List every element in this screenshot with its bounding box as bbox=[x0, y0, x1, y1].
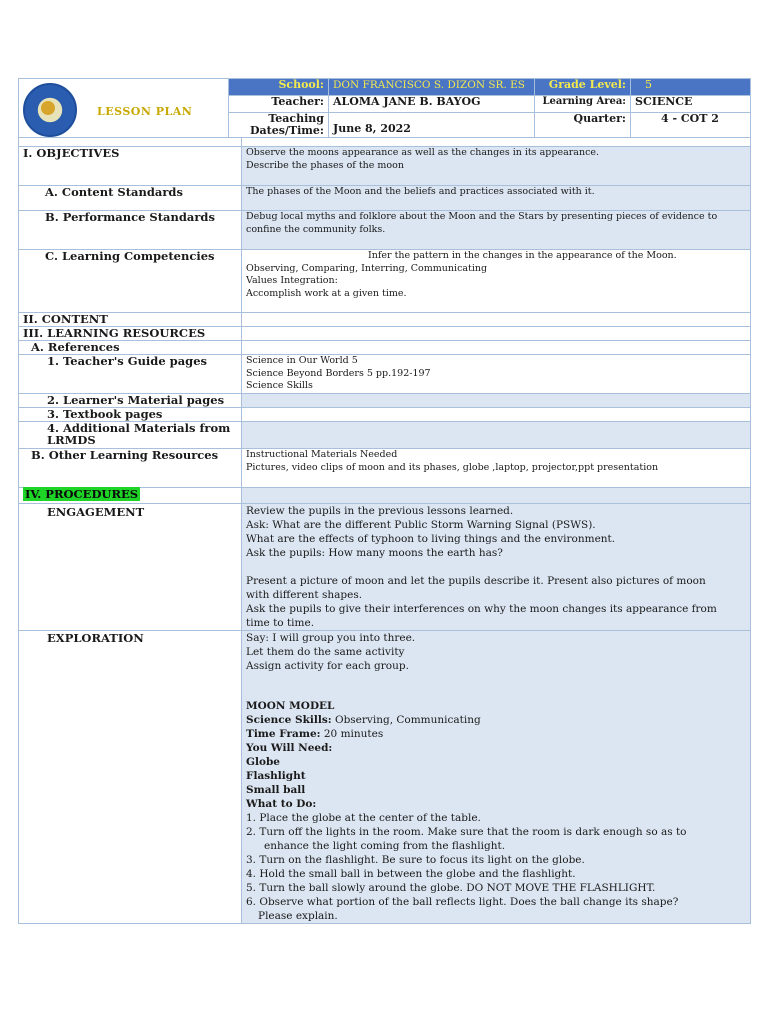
procedure-step-cont: enhance the light coming from the flashlight. bbox=[264, 840, 506, 852]
objective-line: Observe the moons appearance as well as the changes in its appearance. bbox=[246, 147, 600, 158]
competency-line: Infer the pattern in the changes in the appearance of the Moon. bbox=[368, 250, 677, 261]
learning-area-value: SCIENCE bbox=[631, 96, 751, 113]
exploration-line: Assign activity for each group. bbox=[246, 660, 409, 672]
procedure-step-cont: Please explain. bbox=[258, 910, 338, 922]
time-frame-label: Time Frame: bbox=[246, 728, 321, 740]
lesson-plan-sheet bbox=[18, 78, 750, 924]
additional-materials-label bbox=[19, 422, 242, 449]
body-table bbox=[18, 137, 751, 924]
performance-standards-label: B. Performance Standards bbox=[19, 211, 242, 250]
quarter-value: 4 - COT 2 bbox=[631, 113, 751, 138]
spacer-cell bbox=[242, 138, 751, 147]
learning-competencies-text bbox=[242, 250, 751, 313]
learning-area-label: Learning Area: bbox=[535, 96, 631, 113]
exploration-line: Say: I will group you into three. bbox=[246, 632, 416, 644]
other-resources-line: Pictures, video clips of moon and its phases, globe ,laptop, projector,ppt presentation bbox=[246, 461, 659, 473]
teacher-value: ALOMA JANE B. BAYOG bbox=[329, 96, 535, 113]
learners-material-label: 2. Learner's Material pages bbox=[19, 394, 242, 408]
objectives-label: I. OBJECTIVES bbox=[19, 147, 242, 186]
tg-line: Science in Our World 5 bbox=[246, 355, 358, 366]
school-label: School: bbox=[229, 79, 329, 96]
additional-materials-value bbox=[242, 422, 751, 449]
learners-material-value bbox=[242, 394, 751, 408]
learning-resources-value bbox=[242, 327, 751, 341]
science-skills-value: Observing, Communicating bbox=[331, 714, 481, 726]
materials-heading: You Will Need: bbox=[246, 742, 333, 754]
school-value: DON FRANCISCO S. DIZON SR. ES bbox=[329, 79, 535, 96]
procedures-value bbox=[242, 488, 751, 504]
dates-label bbox=[229, 113, 329, 138]
engagement-line: Ask the pupils: How many moons the earth has? bbox=[246, 547, 503, 559]
textbook-pages-value bbox=[242, 408, 751, 422]
procedure-step: 6. Observe what portion of the ball reflects light. Does the ball change its shape? bbox=[246, 896, 679, 908]
teachers-guide-label: 1. Teacher's Guide pages bbox=[19, 355, 242, 394]
references-label: A. References bbox=[19, 341, 242, 355]
procedure-step: 3. Turn on the flashlight. Be sure to focus its light on the globe. bbox=[246, 854, 585, 866]
procedures-label: IV. PROCEDURES bbox=[25, 487, 139, 501]
science-skills-label: Science Skills: bbox=[246, 714, 332, 726]
engagement-line: Review the pupils in the previous lessons learned. bbox=[246, 505, 514, 517]
science-skills-line bbox=[246, 713, 746, 727]
procedures-label-cell bbox=[19, 488, 242, 504]
additional-materials-line1: 4. Additional Materials from bbox=[47, 421, 231, 435]
tg-line: Science Beyond Borders 5 pp.192-197 bbox=[246, 367, 431, 379]
time-frame-value: 20 minutes bbox=[320, 728, 384, 740]
engagement-line: What are the effects of typhoon to living things and the environment. bbox=[246, 533, 616, 545]
exploration-label: EXPLORATION bbox=[19, 631, 242, 924]
objectives-text bbox=[242, 147, 751, 186]
engagement-label: ENGAGEMENT bbox=[19, 504, 242, 631]
content-standards-text: The phases of the Moon and the beliefs and practices associated with it. bbox=[242, 186, 751, 211]
teachers-guide-text bbox=[242, 355, 751, 394]
content-standards-label: A. Content Standards bbox=[19, 186, 242, 211]
procedure-heading: What to Do: bbox=[246, 798, 317, 810]
performance-standards-text bbox=[242, 211, 751, 250]
engagement-line: Ask the pupils to give their interferences on why the moon changes its appearance from bbox=[246, 603, 717, 615]
engagement-text bbox=[242, 504, 751, 631]
content-value bbox=[242, 313, 751, 327]
other-resources-text bbox=[242, 449, 751, 488]
learning-competencies-label: C. Learning Competencies bbox=[19, 250, 242, 313]
date-value: June 8, 2022 bbox=[329, 113, 535, 138]
grade-level-value: 5 bbox=[631, 79, 751, 96]
procedure-step: 4. Hold the small ball in between the globe and the flashlight. bbox=[246, 868, 576, 880]
material-item: Flashlight bbox=[246, 770, 306, 782]
exploration-line: Let them do the same activity bbox=[246, 646, 405, 658]
additional-materials-line2: LRMDS bbox=[47, 433, 96, 447]
lesson-plan-title: LESSON PLAN bbox=[97, 105, 193, 118]
deped-seal-logo bbox=[23, 83, 77, 137]
dates-label-line1: Teaching bbox=[268, 112, 324, 125]
objective-line: Describe the phases of the moon bbox=[246, 159, 404, 171]
grade-level-label: Grade Level: bbox=[535, 79, 631, 96]
learning-resources-label: III. LEARNING RESOURCES bbox=[19, 327, 242, 341]
procedure-step: 5. Turn the ball slowly around the globe. DO NOT MOVE THE FLASHLIGHT. bbox=[246, 882, 656, 894]
other-resources-label: B. Other Learning Resources bbox=[19, 449, 242, 488]
exploration-text bbox=[242, 631, 751, 924]
tg-line: Science Skills bbox=[246, 380, 313, 391]
procedure-step: 2. Turn off the lights in the room. Make sure that the room is dark enough so as to bbox=[246, 826, 687, 838]
material-item: Globe bbox=[246, 756, 280, 768]
competency-line: Values Integration: bbox=[246, 275, 338, 286]
header-logo-cell bbox=[19, 79, 229, 138]
material-item: Small ball bbox=[246, 784, 306, 796]
competency-line: Observing, Comparing, Interring, Communicating bbox=[246, 262, 488, 274]
quarter-label: Quarter: bbox=[535, 113, 631, 138]
textbook-pages-label: 3. Textbook pages bbox=[19, 408, 242, 422]
performance-line: confine the community folks. bbox=[246, 223, 386, 235]
header-table bbox=[18, 78, 751, 138]
other-resources-line: Instructional Materials Needed bbox=[246, 449, 398, 460]
content-label: II. CONTENT bbox=[19, 313, 242, 327]
activity-title: MOON MODEL bbox=[246, 700, 335, 712]
performance-line: Debug local myths and folklore about the Moon and the Stars by presenting pieces of evidence to bbox=[246, 211, 718, 222]
references-value bbox=[242, 341, 751, 355]
procedure-step: 1. Place the globe at the center of the table. bbox=[246, 812, 481, 824]
competency-line: Accomplish work at a given time. bbox=[246, 287, 407, 299]
engagement-line: with different shapes. bbox=[246, 589, 363, 601]
teacher-label: Teacher: bbox=[229, 96, 329, 113]
engagement-line: Ask: What are the different Public Storm Warning Signal (PSWS). bbox=[246, 519, 596, 531]
dates-label-line2: Dates/Time: bbox=[249, 124, 324, 137]
time-frame-line bbox=[246, 727, 746, 741]
engagement-line: time to time. bbox=[246, 617, 315, 629]
engagement-line: Present a picture of moon and let the pupils describe it. Present also pictures of moon bbox=[246, 575, 706, 587]
